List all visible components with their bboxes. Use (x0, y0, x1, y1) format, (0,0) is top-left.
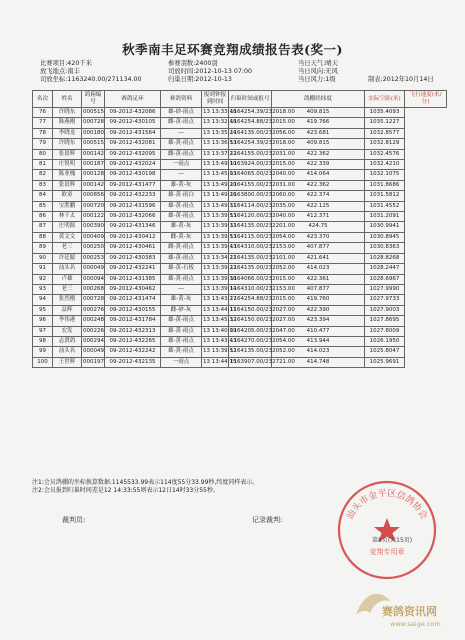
table-cell: 1164254.88/232015.00 (229, 295, 272, 305)
table-row (33, 201, 447, 211)
weather: 当日天气:晴天 (298, 60, 338, 67)
table-cell: 13 13:33:48 (202, 108, 229, 118)
table-row (33, 128, 447, 138)
table-cell: 76 (33, 108, 53, 118)
table-cell: 000122 (82, 212, 105, 222)
table-cell: 000142 (82, 180, 105, 190)
table-cell: 1163924.00/232015.00 (229, 160, 272, 170)
table-cell: 409.815 (272, 108, 365, 118)
table-cell: 09-2012-431385 (105, 274, 161, 284)
table-cell: 09-2012-431784 (105, 316, 161, 326)
table-cell: 09-2012-430198 (105, 170, 161, 180)
table-cell: 1026.1950 (365, 336, 405, 346)
table-cell: 000728 (82, 295, 105, 305)
table-cell: --- (161, 170, 202, 180)
wind-force: 当日风力:1级 (298, 76, 336, 83)
col-pigeon-info: 赛鸽资料 (161, 91, 202, 108)
table-cell: 409.815 (272, 139, 365, 149)
results-table (32, 90, 447, 368)
table-cell: 000250 (82, 243, 105, 253)
results-body (33, 108, 447, 368)
table-cell: 1031.5812 (365, 191, 405, 201)
table-cell: 黄文文 (53, 232, 82, 242)
table-cell: --- (161, 128, 202, 138)
table-cell: 92 (33, 274, 53, 284)
table-cell: 1164065.00/232040.00 (229, 170, 272, 180)
table-row (33, 357, 447, 367)
table-cell: 雄-黄-雨点 (161, 212, 202, 222)
table-cell: 422.374 (272, 191, 365, 201)
table-cell: 09-2012-432313 (105, 326, 161, 336)
table-cell: 85 (33, 201, 53, 211)
table-cell: 93 (33, 284, 53, 294)
table-cell: 13 13:39:53 (202, 212, 229, 222)
table-cell: 000268 (82, 284, 105, 294)
table-cell: 庄锐明 (53, 160, 82, 170)
table-cell: 卢雄 (53, 274, 82, 284)
table-cell: 1164310.00/232153.00 (229, 284, 272, 294)
table-cell: 一雨点 (161, 160, 202, 170)
table-cell: 宏发 (53, 326, 82, 336)
table-cell: 宝胜鹏 (53, 201, 82, 211)
footnote-2: 注2:会员报到归巢时间差是12 14:33:55则表示12日14时33分55秒。 (32, 487, 219, 494)
table-cell: 09-2012-430105 (105, 118, 161, 128)
table-cell: 09-2012-432095 (105, 149, 161, 159)
table-cell: 1164135.00/232201.00 (229, 222, 272, 232)
table-row (33, 264, 447, 274)
table-cell: 13 13:49:26 (202, 191, 229, 201)
release-coordinates: 司放坐标:1163240.00/271134.00 (40, 76, 142, 83)
table-cell: 13 13:49:31 (202, 201, 229, 211)
table-cell: 77 (33, 118, 53, 128)
table-row (33, 118, 447, 128)
table-cell: 000856 (82, 191, 105, 201)
table-row (33, 222, 447, 232)
table-cell: 000276 (82, 305, 105, 315)
table-cell: 422.362 (272, 149, 365, 159)
table-row (33, 149, 447, 159)
table-cell: 1032.4210 (365, 160, 405, 170)
watermark-url: www.saige.com (390, 620, 441, 628)
table-cell: 1028.8268 (365, 253, 405, 263)
table-cell: 13 13:34:21 (202, 253, 229, 263)
table-cell: 13 13:43:27 (202, 295, 229, 305)
table-cell: 000515 (82, 139, 105, 149)
table-cell: 13 13:39:53 (202, 232, 229, 242)
table-cell: 09-2012-431477 (105, 180, 161, 190)
table-cell: 09-2012-431596 (105, 201, 161, 211)
table-cell: 1164114.00/232035.00 (229, 201, 272, 211)
table-cell: 000294 (82, 336, 105, 346)
table-cell: 414.023 (272, 347, 365, 357)
table-cell: 414.064 (272, 170, 365, 180)
table-cell: 益辉 (53, 305, 82, 315)
table-cell: 王世辉 (53, 357, 82, 367)
table-cell: 000180 (82, 128, 105, 138)
table-cell: 000248 (82, 316, 105, 326)
table-row (33, 180, 447, 190)
table-cell: 1025.9691 (365, 357, 405, 367)
table-cell: 000128 (82, 170, 105, 180)
col-box-number: 鸽箱编号 (82, 91, 105, 108)
col-arrival-time: 归巢时间或报号 (229, 91, 272, 108)
table-cell: 1027.9990 (365, 284, 405, 294)
col-ring: 赛鸽足环 (105, 91, 161, 108)
table-cell: 雄-黄-雨点 (161, 316, 202, 326)
table-cell: 13 13:39:38 (202, 274, 229, 284)
table-cell: 1163907.00/232721.00 (229, 357, 272, 367)
table-cell: 1027.9003 (365, 305, 405, 315)
table-cell: 1027.9733 (365, 295, 405, 305)
table-cell: 1164254.39/232018.00 (229, 139, 272, 149)
table-cell: 1164310.00/232153.00 (229, 243, 272, 253)
table-cell: 13 13:39:31 (202, 222, 229, 232)
referee-signature-label: 裁判员: (62, 516, 86, 524)
table-cell: 96 (33, 316, 53, 326)
table-cell: 89 (33, 243, 53, 253)
table-cell: 94 (33, 295, 53, 305)
table-row (33, 108, 447, 118)
table-cell: 雌-砂-灰 (161, 305, 202, 315)
table-cell: 张晨辉 (53, 149, 82, 159)
table-row (33, 316, 447, 326)
table-cell: 09-2012-430412 (105, 232, 161, 242)
table-cell: 90 (33, 253, 53, 263)
release-place: 放飞地点:南丰 (40, 68, 80, 75)
seal-ring-text: 汕头市金平区信鸽协会 (345, 488, 429, 522)
table-cell: 许晓东 (53, 108, 82, 118)
table-cell: 000187 (82, 160, 105, 170)
table-cell: 09-2012-432024 (105, 160, 161, 170)
table-cell: 李伟港 (53, 316, 82, 326)
table-cell: 雄-黄-雨白 (161, 191, 202, 201)
site-watermark (350, 585, 460, 631)
table-cell: 97 (33, 326, 53, 336)
table-cell: 412.371 (272, 212, 365, 222)
footnotes (32, 479, 258, 495)
table-cell: 13 13:39:52 (202, 347, 229, 357)
table-cell: 1164115.00/232054.00 (229, 232, 272, 242)
table-cell: 100 (33, 357, 53, 367)
table-cell: 1032.4576 (365, 149, 405, 159)
table-header-row (33, 91, 447, 108)
table-cell: 13 13:43:43 (202, 336, 229, 346)
table-cell: 000253 (82, 253, 105, 263)
table-cell: 000049 (82, 264, 105, 274)
table-cell: 09-2012-430155 (105, 305, 161, 315)
table-cell: 1164135.00/232052.00 (229, 347, 272, 357)
table-cell: 1030.8945 (365, 232, 405, 242)
table-cell: 423.370 (272, 232, 365, 242)
table-cell: 1032.8577 (365, 128, 405, 138)
table-row (33, 347, 447, 357)
table-cell: 1031.8686 (365, 180, 405, 190)
table-cell: 1032.8129 (365, 139, 405, 149)
table-cell: 421.641 (272, 253, 365, 263)
table-cell: 雄-黄-雨点 (161, 274, 202, 284)
table-cell: 1030.9941 (365, 222, 405, 232)
table-row (33, 170, 447, 180)
table-cell: 98 (33, 336, 53, 346)
table-cell: 张晨辉 (53, 180, 82, 190)
table-cell: 407.877 (272, 243, 365, 253)
table-cell: 1164155.00/232031.00 (229, 149, 272, 159)
table-cell: 1031.2091 (365, 212, 405, 222)
table-row (33, 295, 447, 305)
table-cell: 雄-黄-灰 (161, 180, 202, 190)
race-name: 比赛项目:420千米 (40, 60, 92, 67)
table-cell: 1164205.00/232047.00 (229, 326, 272, 336)
table-cell: 雄-黄-灰 (161, 295, 202, 305)
table-cell: 423.681 (272, 128, 365, 138)
table-cell: 000728 (82, 118, 105, 128)
table-cell: 雄-黄-石板 (161, 264, 202, 274)
release-time: 司放时间:2012-10-13 07:00 (168, 68, 253, 75)
table-cell: 志贤鸽 (53, 336, 82, 346)
table-cell: 87 (33, 222, 53, 232)
table-cell: 1027.8695 (365, 316, 405, 326)
table-cell: 09-2012-432233 (105, 191, 161, 201)
table-cell: 13 13:44:15 (202, 357, 229, 367)
table-cell: 414.023 (272, 264, 365, 274)
table-row (33, 326, 447, 336)
table-cell: 许晓东 (53, 139, 82, 149)
table-cell: 13 13:39:14 (202, 284, 229, 294)
table-cell: 419.760 (272, 295, 365, 305)
table-cell: 414.748 (272, 357, 365, 367)
table-row (33, 191, 447, 201)
table-cell: 1164066.00/232015.00 (229, 274, 272, 284)
table-cell: 1164135.00/232101.00 (229, 253, 272, 263)
table-cell: 雌-黄-雨点 (161, 243, 202, 253)
table-cell: 423.394 (272, 316, 365, 326)
table-cell: 80 (33, 149, 53, 159)
table-cell: 000515 (82, 108, 105, 118)
table-cell: 1164254.88/232015.00 (229, 118, 272, 128)
table-cell: 汕头名 (53, 347, 82, 357)
table-cell: 407.877 (272, 284, 365, 294)
table-cell: 李晓龙 (53, 128, 82, 138)
table-cell: 91 (33, 264, 53, 274)
table-row (33, 274, 447, 284)
table-cell: 1032.1075 (365, 170, 405, 180)
table-cell: 庄明源 (53, 222, 82, 232)
table-cell: 一雨点 (161, 357, 202, 367)
table-cell: 000094 (82, 274, 105, 284)
table-cell: 09-2012-432242 (105, 347, 161, 357)
table-cell: 欧童 (53, 191, 82, 201)
table-cell: 1028.2447 (365, 264, 405, 274)
col-speed: 飞行速度(米/分) (405, 91, 447, 108)
report-date: 制表:2012年10月14日 (368, 76, 434, 83)
table-cell: 422.125 (272, 201, 365, 211)
table-row (33, 336, 447, 346)
col-distance: 实际空距(米) (365, 91, 405, 108)
table-row (33, 232, 447, 242)
table-cell: 79 (33, 139, 53, 149)
table-row (33, 139, 447, 149)
table-cell: 1164120.00/232040.00 (229, 212, 272, 222)
table-cell: 13 13:32:48 (202, 118, 229, 128)
table-cell: 410.477 (272, 326, 365, 336)
table-cell: 09-2012-431564 (105, 128, 161, 138)
table-cell: 13 13:40:09 (202, 326, 229, 336)
table-cell: 000226 (82, 326, 105, 336)
table-cell: 000720 (82, 201, 105, 211)
table-cell: 424.75 (272, 222, 365, 232)
table-cell: 雄-黄-雨点 (161, 253, 202, 263)
table-cell: 老三 (53, 284, 82, 294)
table-cell: 000197 (82, 357, 105, 367)
table-cell: 雌-黄-雨点 (161, 118, 202, 128)
table-cell: 1035.4093 (365, 108, 405, 118)
arrival-date: 归巢日期:2012-10-13 (168, 76, 232, 83)
table-cell: 422.339 (272, 160, 365, 170)
table-cell: 陈燕刚 (53, 118, 82, 128)
wind-direction: 当日风向:无风 (298, 68, 338, 75)
watermark-brand: 赛鸽资讯网 (382, 605, 437, 618)
table-cell: 422.362 (272, 180, 365, 190)
table-cell: 张烈刚 (53, 295, 82, 305)
table-cell: 13 13:39:22 (202, 264, 229, 274)
table-cell: 1164155.00/232031.00 (229, 180, 272, 190)
table-cell: 09-2012-431346 (105, 222, 161, 232)
table-cell: 1164270.00/232054.00 (229, 336, 272, 346)
table-cell: 84 (33, 191, 53, 201)
table-cell: 422.361 (272, 274, 365, 284)
table-cell: 09-2012-432081 (105, 139, 161, 149)
table-cell: 雌-黄-灰 (161, 232, 202, 242)
table-cell: 许廷聪 (53, 253, 82, 263)
table-row (33, 243, 447, 253)
footnote-1: 注1:会员鸽棚的坐标换算数据:1145533.99表示114度55分33.99秒,纬度同样表示。 (32, 479, 259, 486)
table-cell: 雄-黄-雨点 (161, 326, 202, 336)
table-cell: 09-2012-430462 (105, 284, 161, 294)
col-name: 姓名 (53, 91, 82, 108)
table-cell: --- (161, 284, 202, 294)
table-cell: 13 13:49:20 (202, 180, 229, 190)
table-cell: 000142 (82, 149, 105, 159)
table-cell: 雄-砂-雨点 (161, 108, 202, 118)
table-cell: 1025.8047 (365, 347, 405, 357)
table-cell: 雄-黄-灰 (161, 222, 202, 232)
table-cell: 1164135.00/232056.00 (229, 128, 272, 138)
table-cell: 雄-黄-雨点 (161, 336, 202, 346)
table-cell: 99 (33, 347, 53, 357)
table-cell: 000409 (82, 232, 105, 242)
table-cell: 汕头名 (53, 264, 82, 274)
table-cell: 1163800.00/232060.00 (229, 191, 272, 201)
table-cell: 09-2012-432086 (105, 108, 161, 118)
association-seal (335, 478, 439, 582)
recorder-signature-label: 记录裁判: (252, 516, 283, 524)
table-cell: 09-2012-432241 (105, 264, 161, 274)
table-cell: 422.390 (272, 305, 365, 315)
table-cell: 13 13:45:32 (202, 316, 229, 326)
table-cell: 78 (33, 128, 53, 138)
table-cell: 雄-黄-雨点 (161, 201, 202, 211)
table-cell: 雄-黄-雨点 (161, 347, 202, 357)
table-cell: 09-2012-431474 (105, 295, 161, 305)
table-cell: 82 (33, 170, 53, 180)
table-cell: 1164150.00/232027.00 (229, 316, 272, 326)
table-cell: 13 13:37:22 (202, 149, 229, 159)
table-cell: 雄-黄-雨点 (161, 139, 202, 149)
table-cell: 1164150.00/232027.00 (229, 305, 272, 315)
table-cell: 老三 (53, 243, 82, 253)
table-row (33, 253, 447, 263)
table-cell: 1035.1227 (365, 118, 405, 128)
table-cell: 09-2012-430461 (105, 243, 161, 253)
col-clock-time: 报到钟报到时间 (202, 91, 229, 108)
report-title: 秋季南丰足环赛竞翔成绩报告表(奖一) (122, 42, 343, 57)
table-cell: 413.944 (272, 336, 365, 346)
table-cell: 13 13:39:43 (202, 243, 229, 253)
table-cell: 88 (33, 232, 53, 242)
table-cell: 13 13:49:10 (202, 160, 229, 170)
table-cell: 81 (33, 160, 53, 170)
table-cell: 陈业槐 (53, 170, 82, 180)
entries-count: 参赛羽数:2400羽 (168, 60, 218, 67)
table-cell: 1164135.00/232052.00 (229, 264, 272, 274)
col-rank: 名次 (33, 91, 53, 108)
table-row (33, 212, 447, 222)
table-row (33, 284, 447, 294)
table-row (33, 160, 447, 170)
table-cell: 1164254.39/232018.00 (229, 108, 272, 118)
table-cell: 13 13:35:24 (202, 128, 229, 138)
table-cell: 86 (33, 212, 53, 222)
table-cell: 13 13:44:11 (202, 305, 229, 315)
table-cell: 13 13:36:53 (202, 139, 229, 149)
table-cell: 09-2012-432135 (105, 357, 161, 367)
seal-center-text: 竞翔专用章 (369, 548, 405, 556)
table-cell: 83 (33, 180, 53, 190)
table-row (33, 305, 447, 315)
table-cell: 1028.6967 (365, 274, 405, 284)
table-cell: 林千太 (53, 212, 82, 222)
col-loft-coords: 鸽棚经纬度 (272, 91, 365, 108)
page-number: 第8页(共15页) (372, 537, 413, 544)
table-cell: 09-2012-432066 (105, 212, 161, 222)
table-cell: 000049 (82, 347, 105, 357)
table-cell: 95 (33, 305, 53, 315)
table-cell: 419.766 (272, 118, 365, 128)
table-cell: 1031.4552 (365, 201, 405, 211)
table-cell: 13 13:45:03 (202, 170, 229, 180)
table-cell: 1027.8009 (365, 326, 405, 336)
table-cell: 09-2012-432265 (105, 336, 161, 346)
table-cell: 000390 (82, 222, 105, 232)
table-cell: 1030.8363 (365, 243, 405, 253)
table-cell: 雌-黄-雨点 (161, 149, 202, 159)
table-cell: 09-2012-430383 (105, 253, 161, 263)
